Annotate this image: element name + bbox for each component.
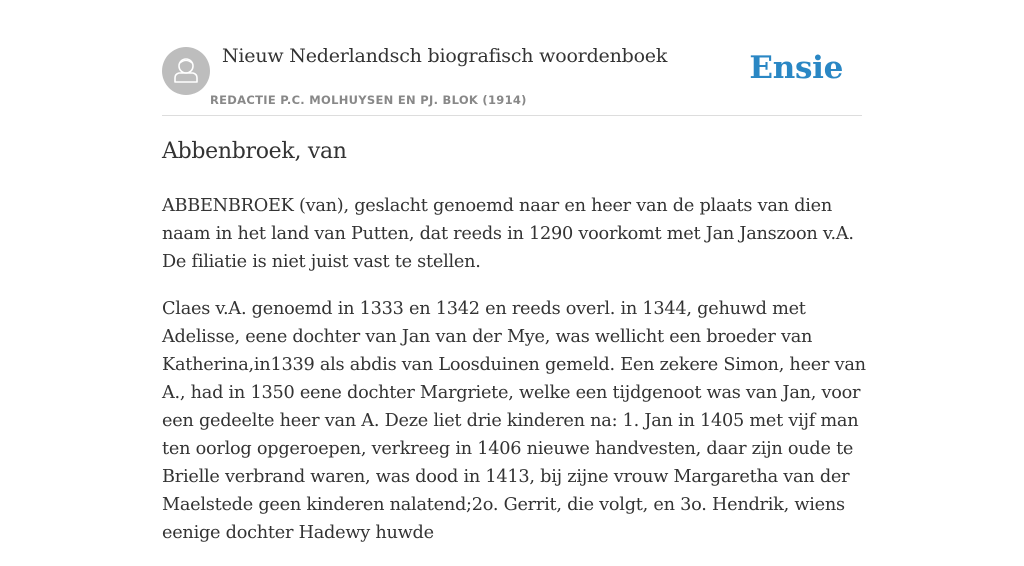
user-avatar-icon[interactable] — [162, 47, 210, 95]
ensie-logo[interactable]: Ensie — [749, 50, 843, 86]
entry-paragraph: ABBENBROEK (van), geslacht genoemd naar en heer van de plaats van dien naam in het land van Putten, dat reeds in 1290 voorkomt met Jan Janszoon v.A. De filiatie is niet juist vast te stellen. — [162, 196, 854, 272]
header — [162, 40, 862, 116]
entry-paragraph: Claes v.A. genoemd in 1333 en 1342 en reeds overl. in 1344, gehuwd met Adelisse, eene dochter van Jan van der Mye, was wellicht een broeder van Katherina,in1339 als abdis van Loosduinen gemeld. Een zekere Simon, heer van A., had in 1350 eene dochter Margriete, welke een tijdgenoot was van Jan, voor een gedeelte heer van A. Deze liet drie kinderen na: 1. Jan in 1405 met vijf man ten oorlog opgeroepen, verkreeg in 1406 nieuwe handvesten, daar zijn oude te Brielle verbrand waren, was dood in 1413, bij zijne vrouw Margaretha van der Maelstede geen kinderen nalatend;2o. Gerrit, die volgt, en 3o. Hendrik, wiens eenige dochter Hadewy huwde — [162, 299, 866, 543]
entry-body — [162, 192, 872, 566]
book-editor-line: REDACTIE P.C. MOLHUYSEN EN PJ. BLOK (1914) — [210, 93, 527, 107]
book-title[interactable]: Nieuw Nederlandsch biografisch woordenboek — [222, 45, 668, 67]
entry-title: Abbenbroek, van — [162, 139, 347, 164]
